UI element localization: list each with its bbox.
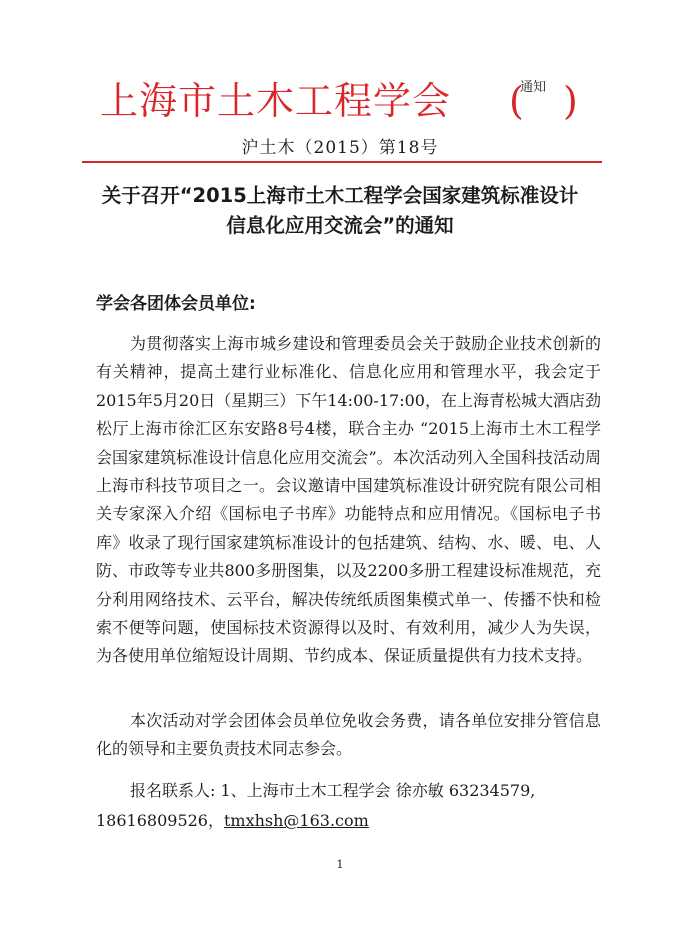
document-number: 沪土木（2015）第18号 xyxy=(241,138,439,158)
contact-phone: 18616809526， xyxy=(96,811,224,830)
title-line-2: 信息化应用交流会”的通知 xyxy=(226,214,454,237)
header-divider xyxy=(82,161,602,163)
doc-type-label: 通知 xyxy=(520,80,547,95)
organization-name: 上海市土木工程学会 xyxy=(100,79,452,123)
salutation: 学会各团体会员单位: xyxy=(96,294,256,314)
contact-line: 报名联系人: 1、上海市土木工程学会 徐亦敏 63234579, xyxy=(130,781,536,800)
body-paragraph-2: 本次活动对学会团体会员单位免收会务费，请各单位安排分管信息化的领导和主要负责技术同志参会。 xyxy=(96,711,601,759)
doc-type-bracket-close: ) xyxy=(563,79,578,123)
contact-email-link[interactable]: tmxhsh@163.com xyxy=(223,811,369,830)
doc-type-bracket-open: ( xyxy=(509,79,524,123)
contact-line-2 xyxy=(96,806,601,836)
page-number: 1 xyxy=(336,858,344,871)
title-line-1: 关于召开“2015上海市土木工程学会国家建筑标准设计 xyxy=(101,184,579,207)
notice-title xyxy=(70,181,610,241)
body-paragraph-1: 为贯彻落实上海市城乡建设和管理委员会关于鼓励企业技术创新的有关精神，提高土建行业标准化、信息化应用和管理水平，我会定于2015年5月20日（星期三）下午14:00-17:00，在上海青松城大酒店劲松厅上海市徐汇区东安路8号4楼，联合主办 “2015上海市土木工程学会国家建筑标准设计信息化应用交流会”。本次活动列入全国科技活动周上海市科技节项目之一。会议邀请中国建筑标准设计研究院有限公司相关专家深入介绍《国标电子书库》功能特点和应用情况。《国标电子书库》收录了现行国家建筑标准设计的包括建筑、结构、水、暖、电、人防、市政等专业共800多册图集，以及2200多册工程建设标准规范，充分利用网络技术、云平台，解决传统纸质图集模式单一、传播不快和检索不便等问题，使国标技术资源得以及时、有效利用，减少人为失误，为各使用单位缩短设计周期、节约成本、保证质量提供有力技术支持。 xyxy=(96,334,601,666)
contact-info xyxy=(96,776,601,836)
